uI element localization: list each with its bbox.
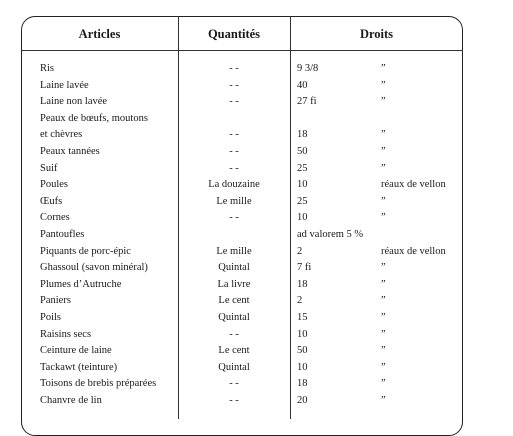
unit-cell: ” — [381, 328, 386, 340]
table-row — [0, 293, 513, 309]
table-row — [0, 161, 513, 177]
duty-cell: 10 — [297, 179, 308, 191]
unit-cell: réaux de vellon — [381, 179, 446, 191]
quantity-cell: Le cent — [218, 295, 250, 307]
quantity-cell: - - — [229, 212, 239, 224]
table-row — [0, 277, 513, 293]
duty-cell: 50 — [297, 146, 308, 157]
table-row — [0, 393, 513, 409]
quantity-cell: Quintal — [218, 262, 250, 274]
unit-cell: ” — [381, 146, 386, 157]
duty-cell: 10 — [297, 361, 308, 373]
article-cell: Poils — [40, 312, 62, 323]
quantity-cell: - - — [229, 63, 239, 74]
article-cell: Œufs — [40, 195, 63, 207]
duty-cell: 15 — [297, 312, 308, 323]
quantity-cell: Quintal — [218, 361, 250, 373]
table-row — [0, 61, 513, 77]
duty-cell: 7 fi — [297, 262, 312, 274]
table-row — [0, 111, 513, 127]
quantity-cell: - - — [229, 328, 239, 340]
header-divider — [21, 50, 463, 51]
table-row — [0, 127, 513, 143]
duty-cell: 2 — [297, 295, 303, 307]
quantity-cell: Quintal — [218, 312, 250, 323]
article-cell: Poules — [40, 179, 69, 191]
article-cell: Plumes d’Autruche — [40, 278, 122, 290]
table-row — [0, 78, 513, 94]
article-cell: et chèvres — [40, 129, 83, 141]
quantity-cell: - - — [229, 378, 239, 390]
duty-cell: 25 — [297, 162, 308, 174]
unit-cell: ” — [381, 195, 386, 207]
unit-cell: ” — [381, 345, 386, 357]
quantity-cell: La douzaine — [208, 179, 260, 191]
quantity-cell: - - — [229, 162, 239, 174]
unit-cell: ” — [381, 278, 386, 290]
article-cell: Peaux tannées — [40, 146, 100, 157]
duty-cell: 50 — [297, 345, 308, 357]
duty-cell: 10 — [297, 328, 308, 340]
quantity-cell: Le mille — [216, 195, 252, 207]
unit-cell: ” — [381, 361, 386, 373]
table-row — [0, 94, 513, 110]
table-row — [0, 227, 513, 243]
duty-cell: 20 — [297, 395, 308, 406]
article-cell: Piquants de porc-épic — [40, 245, 131, 257]
table-row — [0, 310, 513, 326]
article-cell: Toisons de brebis préparées — [40, 378, 157, 390]
duty-cell: 18 — [297, 129, 308, 141]
quantity-cell: Le cent — [218, 345, 250, 357]
table-row — [0, 194, 513, 210]
duty-cell: 2 — [297, 245, 303, 257]
table-row — [0, 244, 513, 260]
quantity-cell: Le mille — [216, 245, 252, 257]
unit-cell: ” — [381, 395, 386, 406]
table-row — [0, 177, 513, 193]
article-cell: Ceinture de laine — [40, 345, 112, 357]
duty-cell: 18 — [297, 378, 308, 390]
duty-cell: 27 fi — [297, 96, 317, 108]
header-articles: Articles — [78, 27, 121, 41]
duty-cell: 25 — [297, 195, 308, 207]
unit-cell: réaux de vellon — [381, 245, 446, 257]
quantity-cell: - - — [229, 79, 239, 91]
quantity-cell: - - — [229, 129, 239, 141]
unit-cell: ” — [381, 312, 386, 323]
article-cell: Paniers — [40, 295, 71, 307]
unit-cell: ” — [381, 262, 386, 274]
quantity-cell: - - — [229, 146, 239, 157]
unit-cell: ” — [381, 162, 386, 174]
quantity-cell: La livre — [217, 278, 251, 290]
unit-cell: ” — [381, 96, 386, 108]
article-cell: Chanvre de lin — [40, 395, 102, 406]
quantity-cell: - - — [229, 96, 239, 108]
unit-cell: ” — [381, 212, 386, 224]
article-cell: Cornes — [40, 212, 70, 224]
table-row — [0, 144, 513, 160]
table-row — [0, 260, 513, 276]
table-row — [0, 343, 513, 359]
article-cell: Ghassoul (savon minéral) — [40, 262, 148, 274]
article-cell: Suif — [40, 162, 58, 174]
unit-cell: ” — [381, 295, 386, 307]
duty-cell: 10 — [297, 212, 308, 224]
article-cell: Pantoufles — [40, 229, 85, 240]
unit-cell: ” — [381, 129, 386, 141]
duty-cell: 40 — [297, 79, 308, 91]
duty-cell: ad valorem 5 % — [297, 229, 364, 240]
duty-cell: 18 — [297, 278, 308, 290]
table-row — [0, 327, 513, 343]
unit-cell: ” — [381, 63, 386, 74]
article-cell: Raisins secs — [40, 328, 92, 340]
table-row — [0, 376, 513, 392]
quantity-cell: - - — [229, 395, 239, 406]
unit-cell: ” — [381, 79, 386, 91]
table-row — [0, 360, 513, 376]
unit-cell: ” — [381, 378, 386, 390]
article-cell: Laine non lavée — [40, 96, 108, 108]
duty-cell: 9 3/8 — [297, 63, 319, 74]
header-quantites: Quantités — [207, 27, 261, 41]
article-cell: Peaux de bœufs, moutons — [40, 112, 148, 124]
article-cell: Tackawt (teinture) — [40, 361, 118, 373]
header-droits: Droits — [359, 27, 394, 41]
article-cell: Laine lavée — [40, 79, 89, 91]
table-row — [0, 210, 513, 226]
article-cell: Ris — [40, 63, 55, 74]
